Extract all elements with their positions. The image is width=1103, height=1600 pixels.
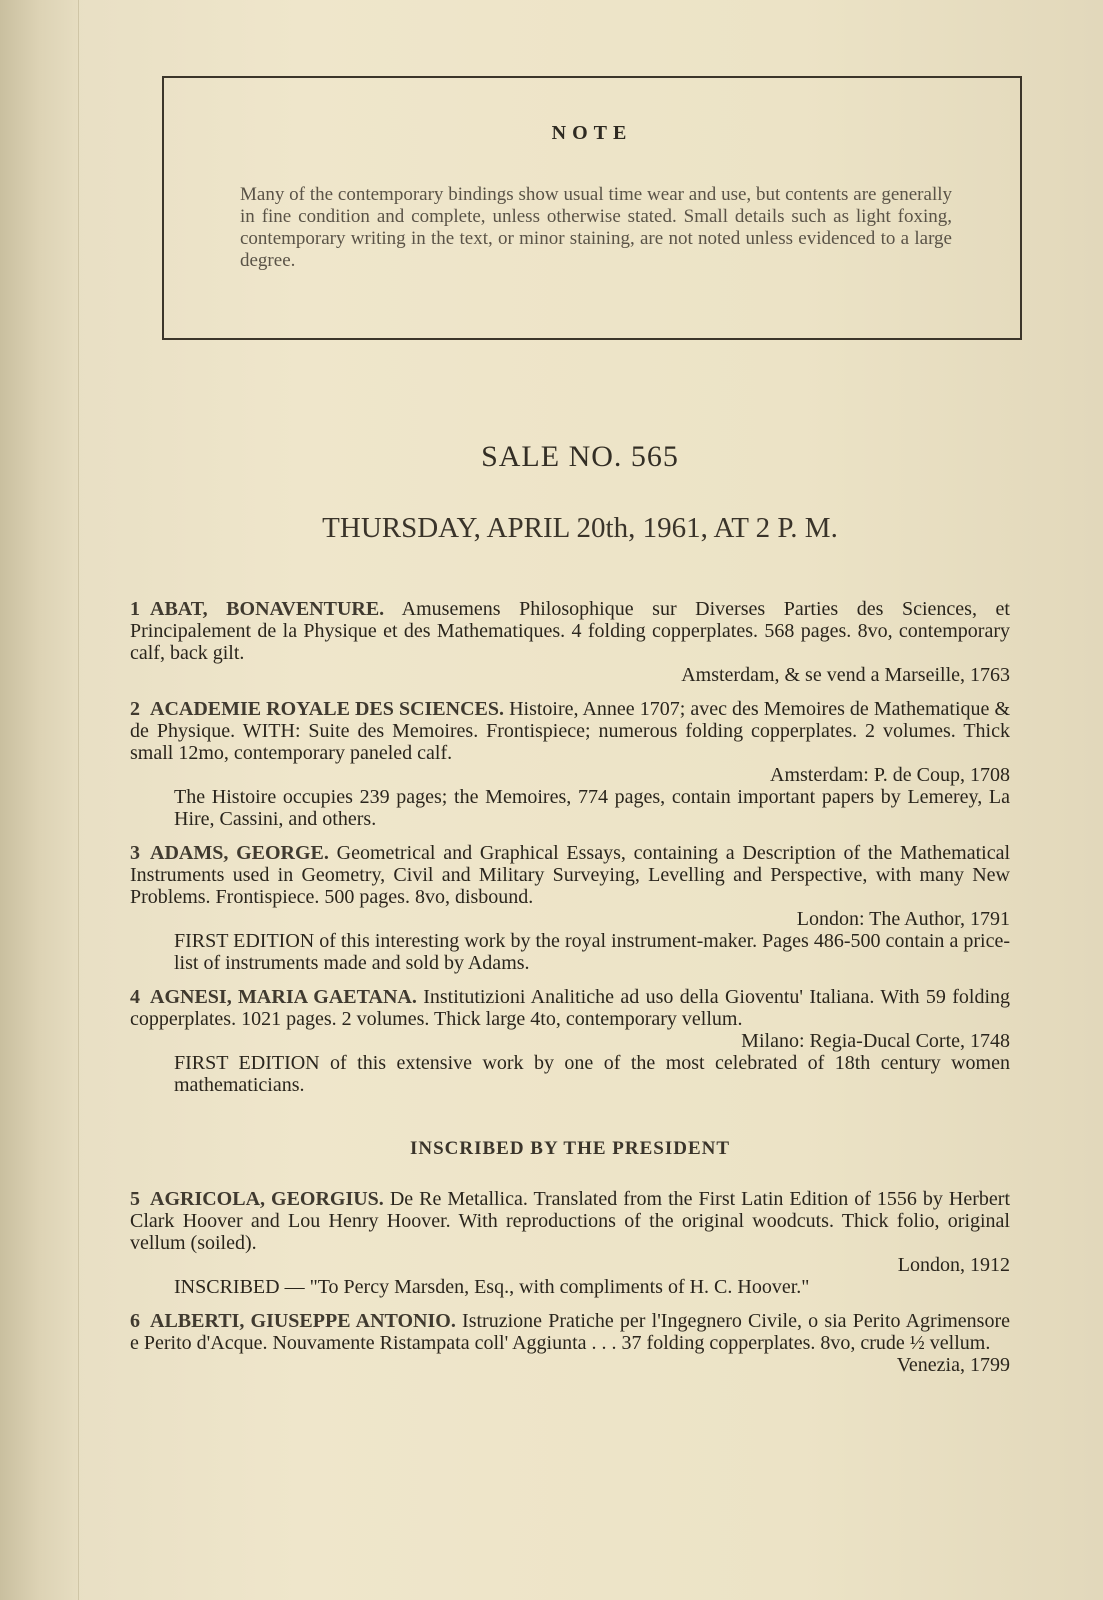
lot-comment: FIRST EDITION of this extensive work by one of the most celebrated of 18th century women mathematicians. [174, 1052, 1010, 1096]
lot-imprint: London: The Author, 1791 [796, 908, 1010, 930]
lot-author: AGNESI, MARIA GAETANA. [150, 986, 417, 1008]
lot-entry [130, 1188, 1010, 1298]
lot-imprint: Milano: Regia-Ducal Corte, 1748 [741, 1030, 1010, 1052]
lot-imprint: Amsterdam: P. de Coup, 1708 [770, 764, 1010, 786]
section-heading: INSCRIBED BY THE PRESIDENT [409, 1138, 731, 1159]
lot-number: 1 [130, 598, 140, 620]
lot-imprint: Amsterdam, & se vend a Marseille, 1763 [681, 664, 1010, 686]
lot-description-line [130, 598, 1010, 664]
lot-entry [130, 698, 1010, 830]
catalog-page [100, 0, 1060, 1600]
lot-entry [130, 986, 1010, 1096]
lot-comment: FIRST EDITION of this interesting work by the royal instrument-maker. Pages 486-500 contain a price-list of instruments made and sold by Adams. [174, 930, 1010, 974]
note-text: Many of the contemporary bindings show usual time wear and use, but contents are generally in fine condition and complete, unless otherwise stated. Small details such as light foxing, contemporary writing in the text, or minor staining, are not noted unless evidenced to a large degree. [240, 184, 952, 271]
lot-description-line [130, 986, 1010, 1030]
lot-entry [130, 598, 1010, 686]
lot-number: 3 [130, 842, 140, 864]
lot-author: ABAT, BONAVENTURE. [150, 598, 385, 620]
lot-description: Geometrical and Graphical Essays, containing a Description of the Mathematical Instruments used in Geometry, Civil and Military Surveying, Levelling and Perspective, with many New Problems. Frontispiece. 500 pages. 8vo, disbound. [130, 842, 1010, 908]
lot-number: 2 [130, 698, 140, 720]
lot-description-line [130, 698, 1010, 764]
lot-author: ALBERTI, GIUSEPPE ANTONIO. [150, 1310, 456, 1332]
book-gutter [0, 0, 79, 1600]
lot-entry [130, 842, 1010, 974]
lot-description: Istruzione Pratiche per l'Ingegnero Civile, o sia Perito Agrimensore e Perito d'Acque. Nouvamente Ristampata coll' Aggiunta . . . 37 folding copperplates. 8vo, crude ½ vellum. [130, 1310, 1010, 1354]
note-title: NOTE [551, 122, 633, 144]
note-box [162, 76, 1022, 340]
lot-author: ADAMS, GEORGE. [150, 842, 329, 864]
lot-description: De Re Metallica. Translated from the First Latin Edition of 1556 by Herbert Clark Hoover and Lou Henry Hoover. With reproductions of the original woodcuts. Thick folio, original vellum (soiled). [130, 1188, 1010, 1254]
lot-description-line [130, 1310, 1010, 1354]
lot-description: Histoire, Annee 1707; avec des Memoires de Mathematique & de Physique. WITH: Suite des Memoires. Frontispiece; numerous folding copperplates. 2 volumes. Thick small 12mo, contemporary paneled calf. [130, 698, 1011, 764]
lot-list [130, 598, 1010, 1388]
lot-imprint: London, 1912 [897, 1254, 1010, 1276]
lot-comment: The Histoire occupies 239 pages; the Memoires, 774 pages, contain important papers by Lemerey, La Hire, Cassini, and others. [174, 786, 1010, 830]
lot-number: 6 [130, 1310, 140, 1332]
lot-author: ACADEMIE ROYALE DES SCIENCES. [150, 698, 504, 720]
lot-comment: INSCRIBED — "To Percy Marsden, Esq., with compliments of H. C. Hoover." [174, 1276, 810, 1298]
sale-date: THURSDAY, APRIL 20th, 1961, AT 2 P. M. [322, 512, 838, 544]
lot-description-line [130, 842, 1010, 908]
lot-description: Institutizioni Analitiche ad uso della Gioventu' Italiana. With 59 folding copperplates. 1021 pages. 2 volumes. Thick large 4to, contemporary vellum. [130, 986, 1011, 1030]
lot-number: 5 [130, 1188, 140, 1210]
lot-description: Amusemens Philosophique sur Diverses Parties des Sciences, et Principalement de la Physique et des Mathematiques. 4 folding copperplates. 568 pages. 8vo, contemporary calf, back gilt. [130, 598, 1010, 664]
lot-entry [130, 1310, 1010, 1376]
lot-number: 4 [130, 986, 140, 1008]
lot-imprint: Venezia, 1799 [896, 1354, 1010, 1376]
sale-number: SALE NO. 565 [481, 440, 679, 473]
lot-author: AGRICOLA, GEORGIUS. [150, 1188, 384, 1210]
lot-description-line [130, 1188, 1010, 1254]
